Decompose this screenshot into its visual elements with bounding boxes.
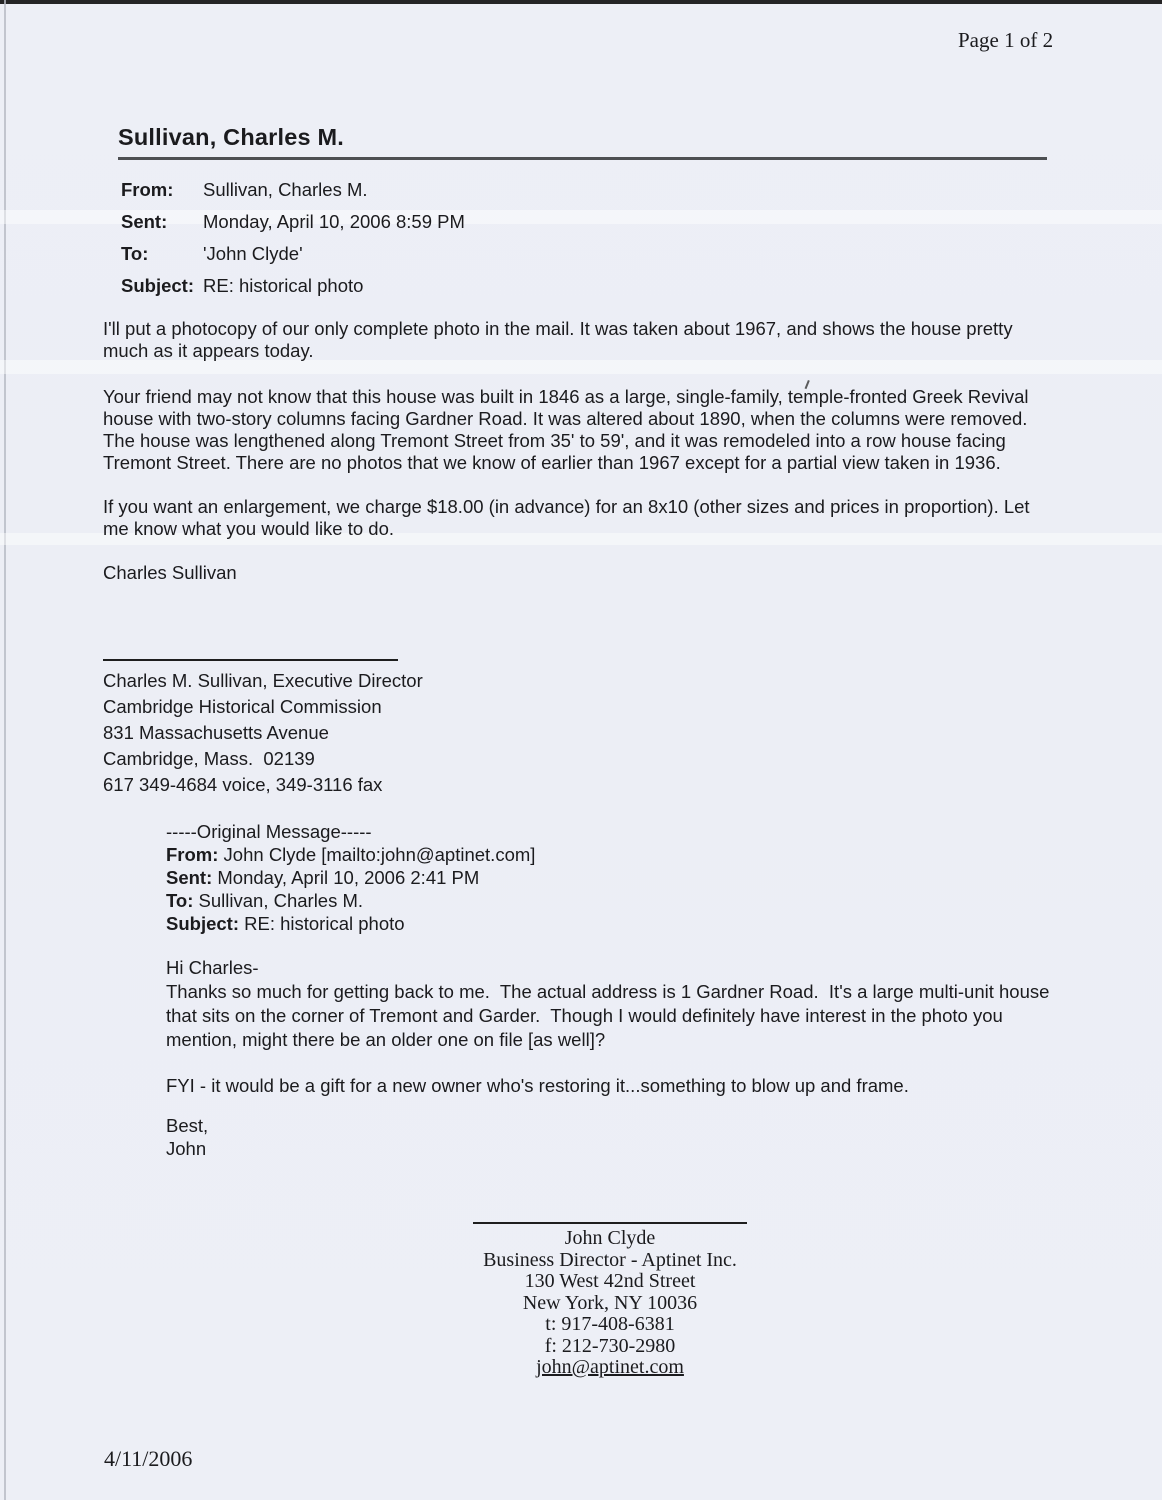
john-signature-block [430, 1228, 790, 1379]
sender-signature-block [103, 659, 423, 798]
meta-row-from [121, 179, 465, 211]
quoted-closing-word: Best, [166, 1115, 209, 1136]
body-paragraph-2: Your friend may not know that this house was built in 1846 as a large, single-family, temple-fronted Greek Revival house with two-story columns facing Gardner Road. It was altered about 1890, when the columns were removed. The house was lengthened along Tremont Street from 35' to 59', and it was remodeled into a row house facing Tremont Street. There are no photos that we know of earlier than 1967 except for a partial view taken in 1936. [103, 386, 1034, 473]
john-signature-name: John Clyde [564, 1227, 656, 1249]
email-sender-title: Sullivan, Charles M. [118, 124, 345, 150]
email-header-meta [121, 179, 465, 307]
quoted-greeting: Hi Charles- [166, 957, 259, 978]
quoted-sent-label: Sent: [166, 867, 213, 888]
john-signature-fax: f: 212-730-2980 [544, 1334, 676, 1357]
scan-left-edge-artifact [4, 0, 6, 1500]
body-paragraph-1: I'll put a photocopy of our only complete photo in the mail. It was taken about 1967, and shows the house pretty much as it appears today. [103, 318, 1018, 361]
quoted-to-label: To: [166, 890, 194, 911]
quoted-to-value: Sullivan, Charles M. [193, 890, 364, 911]
subject-label: Subject: [121, 275, 194, 296]
page-number: Page 1 of 2 [958, 28, 1054, 52]
signature-divider [103, 659, 398, 661]
quoted-meta-sent [166, 866, 535, 889]
signature-line-3: 831 Massachusetts Avenue [103, 722, 329, 743]
original-message-separator: -----Original Message----- [166, 821, 372, 842]
quoted-body [166, 956, 1055, 1052]
quoted-from-label: From: [166, 844, 219, 865]
quoted-from-value: John Clyde [mailto:john@aptinet.com] [218, 844, 536, 865]
signature-line-1: Charles M. Sullivan, Executive Director [103, 670, 423, 691]
title-divider [118, 157, 1047, 160]
closing-name: Charles Sullivan [103, 562, 237, 583]
meta-row-sent [121, 211, 465, 243]
john-signature-street: 130 West 42nd Street [524, 1270, 696, 1292]
john-signature-title: Business Director - Aptinet Inc. [483, 1248, 737, 1271]
print-date: 4/11/2006 [104, 1446, 193, 1471]
quoted-meta-to [166, 889, 535, 912]
quoted-subject-value: RE: historical photo [238, 913, 405, 934]
quoted-meta-from [166, 843, 535, 866]
meta-row-to [121, 243, 465, 275]
meta-row-subject [121, 275, 465, 307]
signature-line-2: Cambridge Historical Commission [103, 696, 382, 717]
signature-line-5: 617 349-4684 voice, 349-3116 fax [103, 774, 383, 795]
signature-line-4: Cambridge, Mass. 02139 [103, 748, 315, 769]
scan-top-edge-artifact [0, 0, 1162, 4]
john-signature-divider [473, 1222, 747, 1224]
quoted-closing [166, 1114, 208, 1160]
sent-label: Sent: [121, 211, 168, 232]
quoted-meta-subject [166, 912, 535, 935]
from-value: Sullivan, Charles M. [203, 179, 368, 200]
john-email-address: john@aptinet.com [536, 1356, 684, 1378]
subject-value: RE: historical photo [203, 275, 364, 296]
body-paragraph-3: If you want an enlargement, we charge $18.00 (in advance) for an 8x10 (other sizes and prices in proportion). Let me know what you would like to do. [103, 496, 1035, 539]
john-signature-city: New York, NY 10036 [522, 1291, 698, 1314]
quoted-closing-name: John [166, 1138, 207, 1159]
from-label: From: [121, 179, 174, 200]
john-signature-phone: t: 917-408-6381 [545, 1313, 675, 1335]
quoted-sent-value: Monday, April 10, 2006 2:41 PM [212, 867, 480, 888]
quoted-paragraph-1: Thanks so much for getting back to me. The actual address is 1 Gardner Road. It's a large multi-unit house that sits on the corner of Tremont and Garder. Though I would definitely have interest in the photo you mention, might there be an older one on file [as well]? [166, 981, 1055, 1050]
to-label: To: [121, 243, 149, 264]
scan-band-artifact [0, 360, 1162, 374]
quoted-subject-label: Subject: [166, 913, 239, 934]
sent-value: Monday, April 10, 2006 8:59 PM [203, 211, 465, 232]
original-message-header [166, 820, 535, 935]
to-value: 'John Clyde' [203, 243, 303, 264]
quoted-paragraph-2: FYI - it would be a gift for a new owner who's restoring it...something to blow up and frame. [166, 1075, 909, 1096]
